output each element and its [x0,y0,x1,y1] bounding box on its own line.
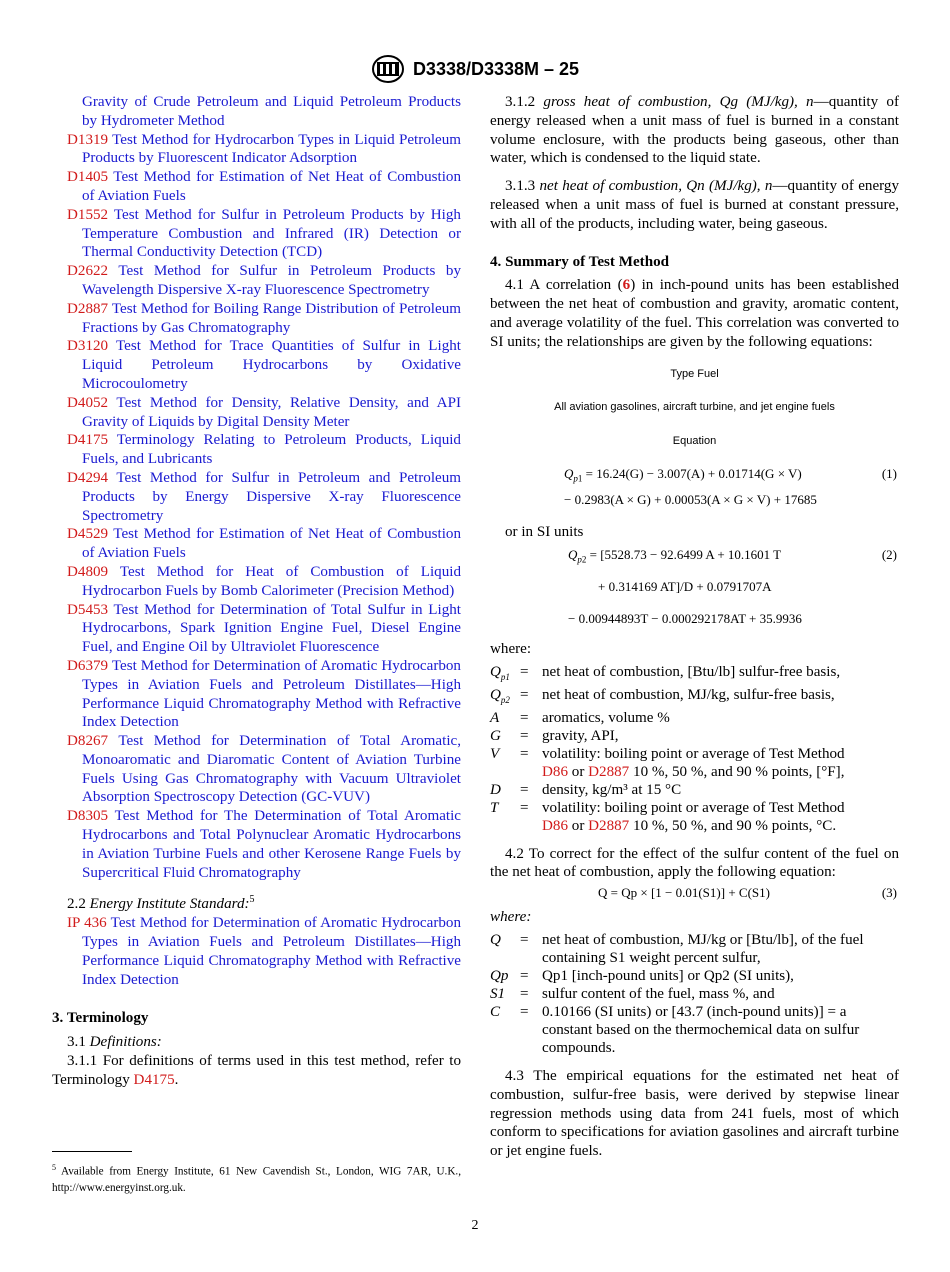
where-label-2: where: [490,909,532,926]
equation-3: Q = Qp × [1 − 0.01(S1)] + C(S1) (3) [490,884,899,910]
ref-code-link[interactable]: D2622 [67,263,109,280]
section-4-2: 4.2 To correct for the effect of the sulfur content of the fuel on the net heat of combustion, apply the following equation: [490,845,899,881]
ref-code-link[interactable]: D2887 [67,300,109,317]
ref-code-link[interactable]: D1552 [67,206,109,223]
ref-d1552: D1552 Test Method for Sulfur in Petroleum Products by High Temperature Combustion and Infrared (IR) Detection or Thermal Conductivity Detection (TCD) [67,206,461,261]
ref-code-link[interactable]: D4809 [67,563,109,580]
ref-d4529: D4529 Test Method for Estimation of Net Heat of Combustion of Aviation Fuels [67,526,461,562]
def-a: A = aromatics, volume % [490,709,670,726]
ref-code-link[interactable]: D3120 [67,338,109,355]
def-g: G = gravity, API, [490,727,619,744]
equation-2-number: (2) [881,546,897,562]
ref-d6379: D6379 Test Method for Determination of Aromatic Hydrocarbon Types in Aviation Fuels and Petroleum Distillates—High Performance Liquid Chromatography Method with Refractive Index Detection [67,657,461,731]
def-qp: Qp = Qp1 [inch-pound units] or Qp2 (SI units), [490,967,794,984]
ref-code-link[interactable]: IP 436 [67,915,107,932]
ref-d8267: D8267 Test Method for Determination of Total Aromatic, Monoaromatic and Diaromatic Content of Aviation Turbine Fuels Using Gas Chromatography with Vacuum Ultraviolet Absorption Spectroscopy Detection (GC-VUV) [67,733,461,806]
d2887-link[interactable]: D2887 [588,817,630,834]
section-4-3: 4.3 The empirical equations for the estimated net heat of combustion, sulfur-free basis, were derived by stepwise linear regression methods using data from 241 fuels, most of which conform to specifications for aviation gasolines and aircraft turbine or jet engine fuels. [490,1067,899,1160]
ref-code-link[interactable]: D4052 [67,394,109,411]
reference-6-link[interactable]: 6 [622,277,631,294]
ref-code-link[interactable]: D4175 [67,432,109,449]
equation-1-line-1: $Q_{p1} = 16.24(G) - 3.007(A) + 0.01714(G \times V)$ (1) [564,465,897,484]
ref-code-link[interactable]: D8305 [67,808,109,825]
equation-1-number: (1) [881,465,897,481]
equation-2-line-2: + 0.314169 AT]/D + 0.0791707A [598,578,772,594]
def-t: T = volatility: boiling point or average of Test Method [490,799,845,816]
ref-code-link[interactable]: D8267 [67,733,109,750]
ref-d1405: D1405 Test Method for Estimation of Net Heat of Combustion of Aviation Fuels [67,169,461,204]
type-fuel-label: Type Fuel [670,367,719,380]
d4175-link[interactable]: D4175 [133,1071,175,1088]
ref-code-link[interactable]: D5453 [67,601,109,618]
left-column [52,93,461,1090]
equation-2-line-1: $Q_{p2} = [5528.73 - 92.6499$ A + 10.1601 T (2) [568,546,897,565]
fuels-label: All aviation gasolines, aircraft turbine, and jet engine fuels [554,401,835,414]
section-3-1: 3.1 Definitions: [67,1034,162,1051]
astm-logo-icon [371,54,405,84]
section-2-2: 2.2 Energy Institute Standard:$^5$ [67,894,255,913]
ref-d5453: D5453 Test Method for Determination of Total Sulfur in Light Hydrocarbons, Spark Ignition Engine Fuel, Diesel Engine Fuel, and Engine Oil by Ultraviolet Fluorescence [67,601,461,656]
d86-link[interactable]: D86 [542,817,568,834]
def-s1: S1 = sulfur content of the fuel, mass %, and [490,985,775,1002]
def-v-cont: D86 or D2887 10 %, 50 %, and 90 % points, [°F], [542,763,845,780]
def-t-cont: D86 or D2887 10 %, 50 %, and 90 % points, °C. [542,817,837,834]
where-label: where: [490,640,532,657]
ref-code-link[interactable]: D4294 [67,469,109,486]
ref-d3120: D3120 Test Method for Trace Quantities of Sulfur in Light Liquid Petroleum Hydrocarbons by Oxidative Microcoulometry [67,338,461,392]
equation-2-line-3: − 0.00944893T − 0.000292178AT + 35.9936 [568,610,802,626]
ref-code-link[interactable]: D1405 [67,169,109,186]
page-number: 2 [471,1218,479,1233]
def-d: D = density, kg/m³ at 15 °C [490,781,682,798]
def-v: V = volatility: boiling point or average of Test Method [490,745,845,762]
ref-d4052: D4052 Test Method for Density, Relative Density, and API Gravity of Liquids by Digital Density Meter [67,394,461,430]
section-3-1-2: 3.1.2 gross heat of combustion, Qg (MJ/kg), n—quantity of energy released when a unit mass of fuel is burned in a constant volume enclosure, with the products being gaseous, other than water, which is condensed to the liquid state. [490,94,899,167]
ref-continuation: Gravity of Crude Petroleum and Liquid Petroleum Products by Hydrometer Method [82,94,461,129]
ref-code-link[interactable]: D6379 [67,657,109,674]
equation-1-line-2: − 0.2983(A × G) + 0.00053(A × G × V) + 17685 [564,491,817,507]
ref-d2887: D2887 Test Method for Boiling Range Distribution of Petroleum Fractions by Gas Chromatography [67,300,461,336]
section-4-heading: 4. Summary of Test Method [490,253,670,270]
right-column [490,93,899,1161]
ref-code-link[interactable]: D1319 [67,131,109,148]
def-qp1: $Q_{p1}$ = net heat of combustion, [Btu/lb] sulfur-free basis, [490,663,841,682]
d2887-link[interactable]: D2887 [588,763,630,780]
def-q: Q = net heat of combustion, MJ/kg or [Btu/lb], of the fuel containing S1 weight percent sulfur, [490,931,864,966]
def-c: C = 0.10166 (SI units) or [43.7 (inch-pound units)] = a constant based on the thermochemical data on sulfur compounds. [490,1003,860,1056]
section-4-1: 4.1 A correlation (6) in inch-pound units has been established between the net heat of combustion and gravity, aromatic content, and average volatility of the fuel. This correlation was converted to SI units; the relationships are given by the following equations: [490,277,899,350]
def-qp2: $Q_{p2}$ = net heat of combustion, MJ/kg, sulfur-free basis, [490,686,835,705]
sulfur-variable-definitions [490,931,899,1057]
ref-d4809: D4809 Test Method for Heat of Combustion of Liquid Hydrocarbon Fuels by Bomb Calorimeter (Precision Method) [67,563,461,599]
page-header [0,54,950,89]
ref-d1319: D1319 Test Method for Hydrocarbon Types in Liquid Petroleum Products by Fluorescent Indicator Adsorption [67,131,461,167]
ref-code-link[interactable]: D4529 [67,526,109,543]
footnote-divider [52,1151,132,1152]
or-in-si-units: or in SI units [505,523,584,540]
ref-d2622: D2622 Test Method for Sulfur in Petroleum Products by Wavelength Dispersive X-ray Fluorescence Spectrometry [67,263,461,298]
equation-3-number: (3) [881,885,897,901]
ref-d4175: D4175 Terminology Relating to Petroleum Products, Liquid Fuels, and Lubricants [67,432,461,468]
ref-d4294: D4294 Test Method for Sulfur in Petroleum and Petroleum Products by Energy Dispersive X-ray Fluorescence Spectrometry [67,469,461,524]
equation-label: Equation [672,435,717,448]
section-3-1-3: 3.1.3 net heat of combustion, Qn (MJ/kg), n—quantity of energy released when a unit mass of fuel is burned at constant pressure, with all of the products, including water, being gaseous. [490,178,899,232]
footnote: $^5$ Available from Energy Institute, 61 New Cavendish St., London, WIG 7AR, U.K., http://www.energyinst.org.uk. [52,1163,461,1194]
ref-ip436: IP 436 Test Method for Determination of Aromatic Hydrocarbon Types in Aviation Fuels and Petroleum Distillates—High Performance Liquid Chromatography Method with Refractive Index Detection [67,915,461,988]
ref-d8305: D8305 Test Method for The Determination of Total Aromatic Hydrocarbons and Total Polynuclear Aromatic Hydrocarbons in Aviation Turbine Fuels and other Kerosene Range Fuels by Supercritical Fluid Chromatography [67,808,461,881]
section-3-1-1: 3.1.1 For definitions of terms used in this test method, refer to Terminology D4175. [52,1053,461,1088]
document-title: D3338/D3338M – 25 [412,58,580,79]
variable-definitions [490,663,899,835]
section-3-heading: 3. Terminology [52,1010,149,1027]
d86-link[interactable]: D86 [542,763,568,780]
